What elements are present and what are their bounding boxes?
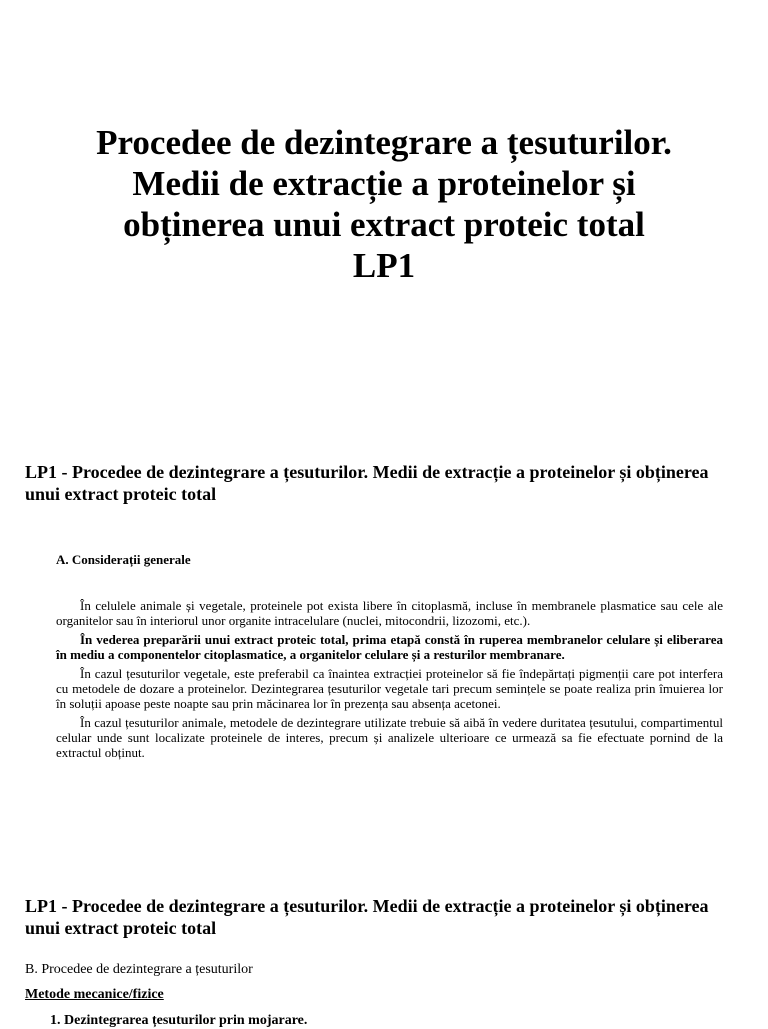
heading-prefix: LP1 xyxy=(25,462,58,482)
title-line-4: LP1 xyxy=(352,246,416,285)
paragraph-4: În cazul țesuturilor animale, metodele de dezintegrare utilizate trebuie să aibă în vedere duritatea țesutului, compartimentul celular unde sunt localizate proteinele de interes, precum și analizele ulterioare ce urmează sa fie efectuate pornind de la extractul obținut. xyxy=(56,715,723,760)
slide-2-heading xyxy=(25,461,728,505)
heading-text: - Procedee de dezintegrare a țesuturilor. Medii de extracție a proteinelor și obținerea unui extract proteic total xyxy=(25,896,709,938)
list-item-1: 1. Dezintegrarea țesuturilor prin mojarare. xyxy=(50,1013,308,1028)
paragraph-3: În cazul țesuturilor vegetale, este preferabil ca înaintea extracției proteinelor să fie îndepărtați pigmenții care pot interfera cu metodele de dozare a proteinelor. Dezintegrarea țesuturilor vegetale tari precum semințele se poate realiza prin îmuierea lor în soluții apoase peste noapte sau prin măcinarea lor în prezența sau absența acetonei. xyxy=(56,666,723,711)
slide-3-heading xyxy=(25,895,728,939)
title-line-1: Procedee de dezintegrare a țesuturilor. xyxy=(96,123,672,162)
title-slide xyxy=(0,0,768,420)
title-line-2: Medii de extracție a proteinelor și xyxy=(132,164,636,203)
heading-text: - Procedee de dezintegrare a țesuturilor. Medii de extracție a proteinelor și obținerea unui extract proteic total xyxy=(25,462,709,504)
paragraph-1: În celulele animale și vegetale, proteinele pot exista libere în citoplasmă, incluse în membranele plasmatice sau cele ale organitelor sau în interiorul unor organite intracelulare (nuclei, mitocondrii, lizozomi, etc.). xyxy=(56,598,723,628)
section-b-title: B. Procedee de dezintegrare a țesuturilor xyxy=(25,962,253,977)
heading-prefix: LP1 xyxy=(25,896,58,916)
subsection-title: Metode mecanice/fizice xyxy=(25,987,164,1002)
title-line-3: obținerea unui extract proteic total xyxy=(123,205,645,244)
main-title xyxy=(40,122,728,286)
section-a-title: A. Considerații generale xyxy=(56,552,191,567)
paragraph-2: În vederea preparării unui extract proteic total, prima etapă constă în ruperea membranelor celulare și eliberarea în mediu a componentelor citoplasmatice, a organitelor celulare și a resturilor membranare. xyxy=(56,632,723,662)
slide-2-body xyxy=(56,598,723,764)
